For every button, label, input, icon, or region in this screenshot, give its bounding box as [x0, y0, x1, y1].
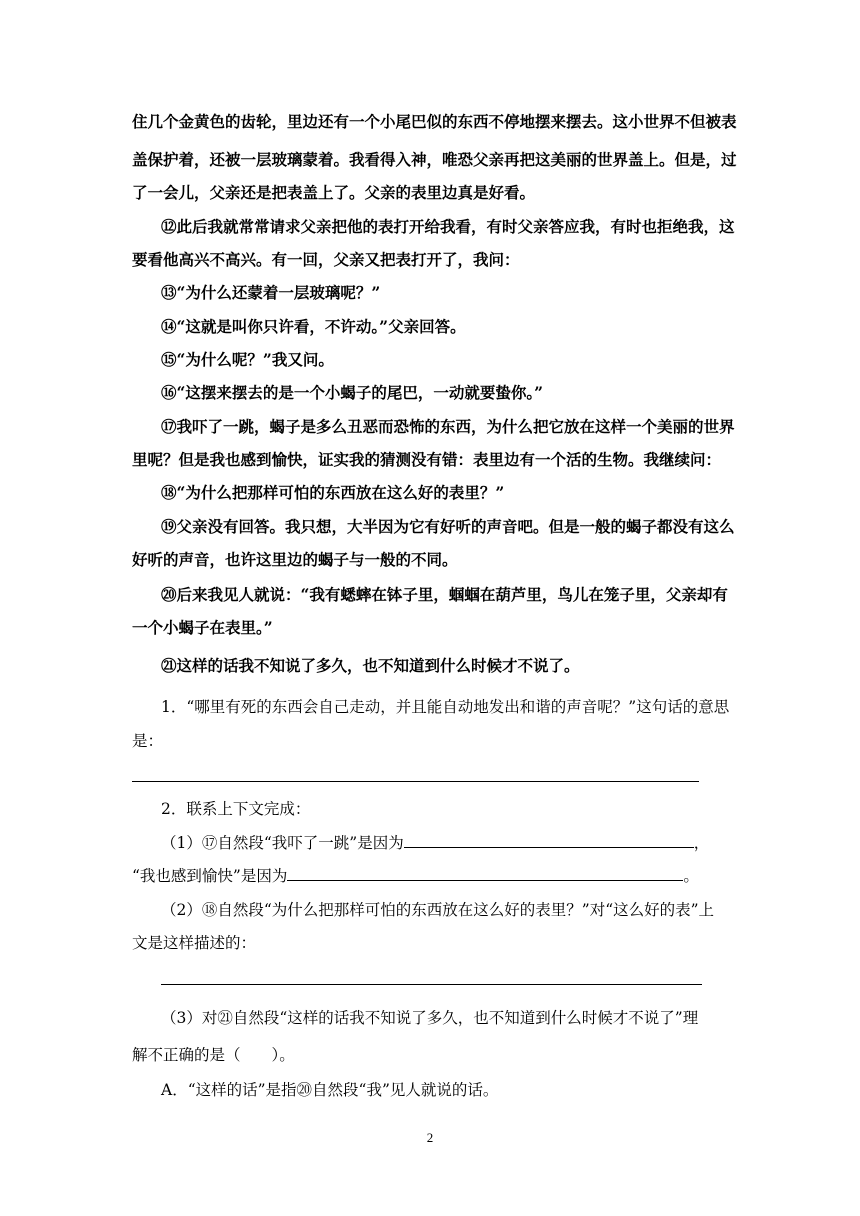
story-line: 一个小蝎子在表里。” — [132, 618, 273, 637]
question-1-answer-line[interactable] — [132, 781, 699, 782]
story-line: 要看他高兴不高兴。有一回，父亲又把表打开了，我问： — [132, 250, 520, 269]
question-2-2-answer-line[interactable] — [161, 984, 702, 985]
question-2-1-blank-a[interactable] — [404, 833, 694, 848]
story-line: ⑬“为什么还蒙着一层玻璃呢？” — [161, 283, 381, 302]
question-2-1-line1 — [161, 833, 709, 853]
punctuation: ， — [693, 834, 710, 852]
question-1-text-cont: 是： — [132, 732, 164, 750]
page-number: 2 — [426, 1130, 434, 1145]
story-line: ⑰我吓了一跳，蝎子是多么丑恶而恐怖的东西，为什么把它放在这样一个美丽的世界 — [161, 417, 735, 436]
question-2-3-option-a[interactable]: A．“这样的话”是指⑳自然段“我”见人就说的话。 — [161, 1081, 499, 1099]
question-1-text: 1．“哪里有死的东西会自己走动，并且能自动地发出和谐的声音呢？”这句话的意思 — [161, 698, 730, 716]
question-2-3-text-cont: 解不正确的是（ ）。 — [132, 1046, 295, 1064]
story-line: 住几个金黄色的齿轮，里边还有一个小尾巴似的东西不停地摆来摆去。这小世界不但被表 — [132, 112, 737, 131]
question-2-2-text: （2）⑱自然段“为什么把那样可怕的东西放在这么好的表里？”对“这么好的表”上 — [161, 901, 715, 919]
story-line: ⑳后来我见人就说：“我有蟋蟀在钵子里，蝈蝈在葫芦里，鸟儿在笼子里，父亲却有 — [161, 585, 728, 604]
story-line: ⑲父亲没有回答。我只想，大半因为它有好听的声音吧。但是一般的蝎子都没有这么 — [161, 517, 735, 536]
story-line: 好听的声音，也许这里边的蝎子与一般的不同。 — [132, 550, 458, 569]
question-2-1-line2 — [132, 866, 699, 886]
story-line: ㉑这样的话我不知说了多久，也不知道到什么时候才不说了。 — [161, 656, 580, 675]
story-line: ⑮“为什么呢？”我又问。 — [161, 350, 334, 369]
question-2-1-prompt-b: “我也感到愉快”是因为 — [132, 867, 288, 885]
question-2-2-text-cont: 文是这样描述的： — [132, 934, 257, 952]
story-line: ⑫此后我就常常请求父亲把他的表打开给我看，有时父亲答应我，有时也拒绝我，这 — [161, 217, 735, 236]
question-2-1-blank-b[interactable] — [287, 866, 683, 881]
story-line: ⑯“这摆来摆去的是一个小蝎子的尾巴，一动就要蛰你。” — [161, 383, 544, 402]
story-line: ⑱“为什么把那样可怕的东西放在这么好的表里？” — [161, 483, 505, 502]
question-2-title: 2．联系上下文完成： — [161, 800, 311, 818]
story-line: 了一会儿，父亲还是把表盖上了。父亲的表里边真是好看。 — [132, 183, 536, 202]
question-2-3-text: （3）对㉑自然段“这样的话我不知说了多久，也不知道到什么时候才不说了”理 — [161, 1009, 699, 1027]
punctuation: 。 — [683, 867, 699, 885]
story-line: 里呢？但是我也感到愉快，证实我的猜测没有错：表里边有一个活的生物。我继续问： — [132, 450, 722, 469]
story-line: 盖保护着，还被一层玻璃蒙着。我看得入神，唯恐父亲再把这美丽的世界盖上。但是，过 — [132, 150, 737, 169]
question-2-1-prompt-a: （1）⑰自然段“我吓了一跳”是因为 — [161, 834, 404, 852]
story-line: ⑭“这就是叫你只许看，不许动。”父亲回答。 — [161, 317, 466, 336]
